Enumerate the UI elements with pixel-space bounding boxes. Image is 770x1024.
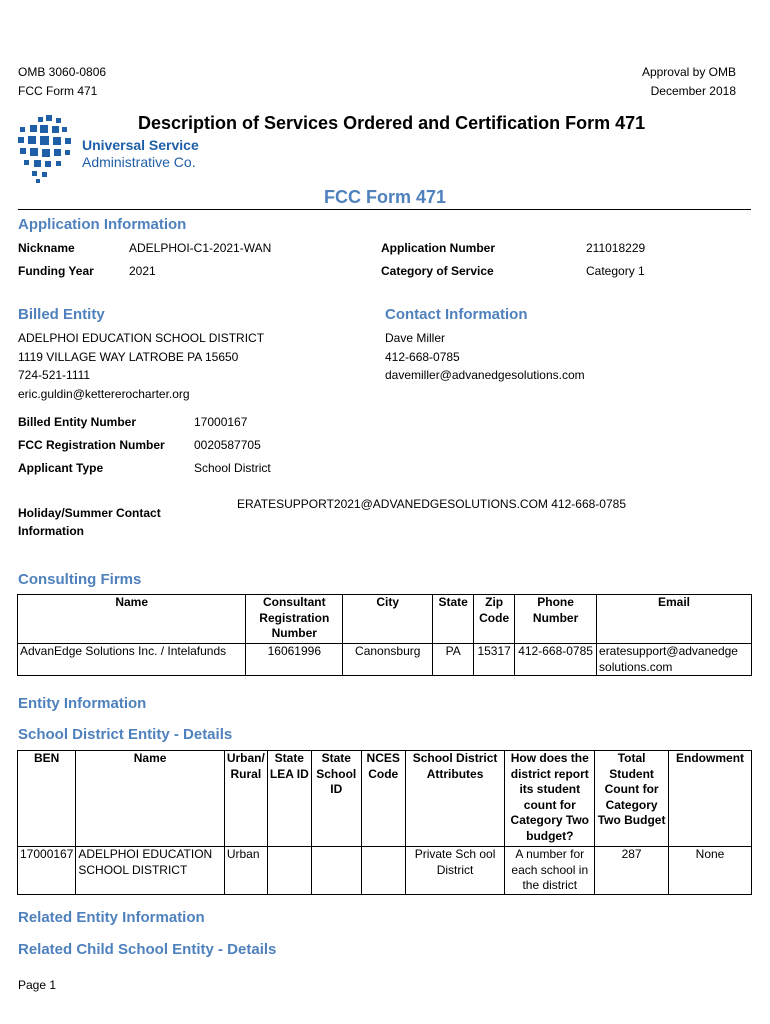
holiday-contact-label-1: Holiday/Summer Contact: [18, 506, 161, 520]
consultant-zip: 15317: [474, 644, 515, 676]
entity-info-heading: Entity Information: [18, 695, 147, 712]
consultant-state: PA: [433, 644, 474, 676]
category-label: Category of Service: [381, 264, 494, 278]
contact-email: davemiller@advanedgesolutions.com: [385, 368, 585, 382]
related-child-school-heading: Related Child School Entity - Details: [18, 941, 277, 958]
nickname-label: Nickname: [18, 241, 75, 255]
billed-entity-number-label: Billed Entity Number: [18, 415, 137, 429]
usac-logo-mark-icon: [16, 115, 78, 185]
consulting-firms-table: [17, 594, 752, 676]
col-state-school-id: State School ID: [311, 751, 361, 847]
col-nces-code: NCES Code: [361, 751, 405, 847]
title-divider: [18, 209, 751, 210]
table-row: [18, 644, 752, 676]
nickname-value: ADELPHOI-C1-2021-WAN: [129, 241, 272, 255]
entity-report-method: A number for each school in the district: [505, 847, 595, 895]
col-email: Email: [597, 595, 752, 644]
funding-year-label: Funding Year: [18, 264, 94, 278]
contact-info-heading: Contact Information: [385, 306, 528, 323]
entity-endowment: None: [669, 847, 752, 895]
consultant-email-line1: eratesupport@advanedge: [599, 644, 738, 658]
consulting-header-row: [18, 595, 752, 644]
form-title: FCC Form 471: [323, 187, 447, 207]
fcc-registration-label: FCC Registration Number: [18, 438, 165, 452]
col-entity-name: Name: [76, 751, 224, 847]
funding-year-value: 2021: [129, 264, 156, 278]
entity-urban-rural: Urban: [224, 847, 267, 895]
application-info-heading: Application Information: [18, 216, 187, 233]
col-name: Name: [18, 595, 246, 644]
form-number: FCC Form 471: [18, 84, 98, 98]
billed-entity-address: 1119 VILLAGE WAY LATROBE PA 15650: [18, 350, 239, 364]
entity-state-lea-id: [267, 847, 311, 895]
applicant-type-label: Applicant Type: [18, 461, 104, 475]
application-number-value: 211018229: [586, 241, 646, 255]
contact-phone: 412-668-0785: [385, 350, 460, 364]
col-urban-rural: Urban/ Rural: [224, 751, 267, 847]
school-district-details-heading: School District Entity - Details: [18, 726, 233, 743]
consultant-email-line2: solutions.com: [599, 659, 673, 674]
consultant-name: AdvanEdge Solutions Inc. / Intelafunds: [18, 644, 246, 676]
entity-ben: 17000167: [18, 847, 76, 895]
billed-entity-number-value: 17000167: [194, 415, 248, 429]
category-value: Category 1: [586, 264, 645, 278]
contact-name: Dave Miller: [385, 331, 446, 345]
entity-state-school-id: [311, 847, 361, 895]
billed-entity-email: eric.guldin@kettererocharter.org: [18, 387, 190, 401]
col-state: State: [433, 595, 474, 644]
approval-text: Approval by OMB: [641, 65, 736, 79]
col-ben: BEN: [18, 751, 76, 847]
logo-text-line1: Universal Service: [82, 137, 199, 153]
approval-date: December 2018: [650, 84, 736, 98]
entity-attributes: Private Sch ool District: [405, 847, 505, 895]
omb-number: OMB 3060-0806: [18, 65, 107, 79]
application-number-label: Application Number: [381, 241, 496, 255]
col-zip: Zip Code: [474, 595, 515, 644]
entity-name: ADELPHOI EDUCATION SCHOOL DISTRICT: [76, 847, 224, 895]
consultant-reg-number: 16061996: [246, 644, 343, 676]
consultant-phone: 412-668-0785: [515, 644, 597, 676]
col-total-count: Total Student Count for Category Two Budget: [595, 751, 669, 847]
col-state-lea-id: State LEA ID: [267, 751, 311, 847]
billed-entity-name: ADELPHOI EDUCATION SCHOOL DISTRICT: [18, 331, 265, 345]
logo-text-line2: Administrative Co.: [82, 154, 196, 170]
related-entity-heading: Related Entity Information: [18, 909, 205, 926]
school-district-table: [17, 750, 752, 895]
col-consultant-reg: Consultant Registration Number: [246, 595, 343, 644]
col-endowment: Endowment: [669, 751, 752, 847]
table-row: [18, 847, 752, 895]
col-attributes: School District Attributes: [405, 751, 505, 847]
consulting-firms-heading: Consulting Firms: [18, 571, 142, 588]
consultant-city: Canonsburg: [343, 644, 433, 676]
holiday-contact-value: ERATESUPPORT2021@ADVANEDGESOLUTIONS.COM 412-668-0785: [237, 497, 626, 511]
entity-nces-code: [361, 847, 405, 895]
billed-entity-heading: Billed Entity: [18, 306, 105, 323]
col-report-method: How does the district report its student count for Category Two budget?: [505, 751, 595, 847]
fcc-registration-value: 0020587705: [194, 438, 261, 452]
col-city: City: [343, 595, 433, 644]
applicant-type-value: School District: [194, 461, 271, 475]
col-phone: Phone Number: [515, 595, 597, 644]
billed-entity-phone: 724-521-1111: [18, 368, 91, 382]
page-number: Page 1: [18, 978, 57, 992]
document-title: Description of Services Ordered and Certification Form 471: [138, 113, 646, 133]
entity-header-row: [18, 751, 752, 847]
entity-total-count: 287: [595, 847, 669, 895]
consultant-email: [597, 644, 752, 676]
holiday-contact-label-2: Information: [18, 524, 84, 538]
